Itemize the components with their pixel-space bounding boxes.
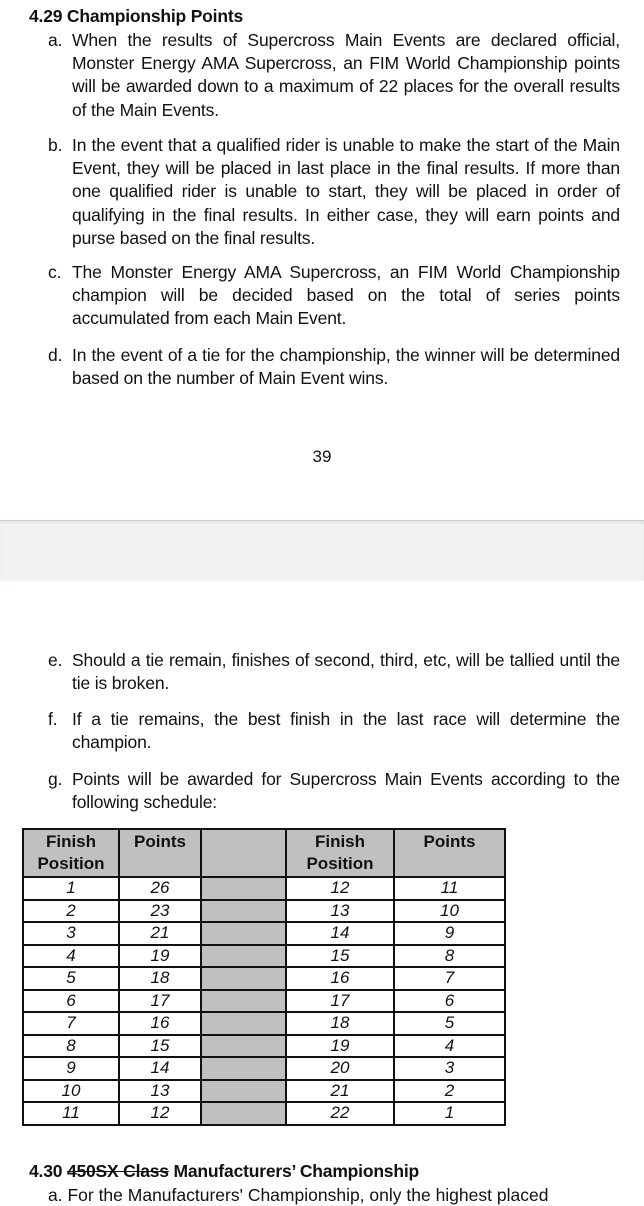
points-cell: 9	[394, 922, 505, 945]
finish-position-cell: 17	[286, 990, 394, 1013]
finish-position-cell: 10	[23, 1080, 119, 1103]
list-item-f	[48, 708, 620, 754]
spacer-cell	[201, 990, 286, 1013]
list-item-e	[48, 649, 620, 695]
spacer-cell	[201, 1057, 286, 1080]
points-cell: 6	[394, 990, 505, 1013]
table-row	[23, 1035, 505, 1058]
table-row	[23, 1102, 505, 1125]
spacer-cell	[201, 1012, 286, 1035]
finish-position-cell: 4	[23, 945, 119, 968]
cut-off-text-line: a. For the Manufacturers' Championship, only the highest placed	[48, 1185, 549, 1205]
points-schedule-table	[22, 828, 506, 1126]
points-cell: 4	[394, 1035, 505, 1058]
page-number: 39	[312, 447, 332, 466]
item-label: e.	[48, 650, 63, 670]
item-text: In the event of a tie for the championship, the winner will be determined based on the number of Main Event wins.	[72, 345, 620, 389]
item-label: g.	[48, 769, 63, 789]
finish-position-cell: 6	[23, 990, 119, 1013]
item-label: b.	[48, 135, 63, 155]
item-text: Should a tie remain, finishes of second, third, etc, will be tallied until the tie is broken.	[72, 650, 620, 694]
table-row	[23, 945, 505, 968]
header-points: Points	[119, 829, 201, 877]
points-cell: 19	[119, 945, 201, 968]
header-finish-position: Finish Position	[286, 829, 394, 877]
header-finish-position: Finish Position	[23, 829, 119, 877]
document-page-39	[0, 0, 644, 520]
finish-position-cell: 5	[23, 967, 119, 990]
points-cell: 7	[394, 967, 505, 990]
finish-position-cell: 9	[23, 1057, 119, 1080]
points-cell: 17	[119, 990, 201, 1013]
spacer-cell	[201, 967, 286, 990]
list-item-a	[48, 29, 620, 122]
spacer-cell	[201, 1035, 286, 1058]
section-heading-4-29: 4.29 Championship Points	[29, 6, 243, 26]
points-cell: 8	[394, 945, 505, 968]
spacer-cell	[201, 877, 286, 900]
spacer-cell	[201, 945, 286, 968]
finish-position-cell: 21	[286, 1080, 394, 1103]
list-item-g	[48, 768, 620, 814]
item-text: In the event that a qualified rider is unable to make the start of the Main Event, they will be placed in last place in the final results. If more than one qualified rider is unable to start, they will be placed in order of qualifying in the final results. In either case, they will earn points and purse based on the final results.	[72, 135, 620, 248]
finish-position-cell: 2	[23, 900, 119, 923]
points-cell: 5	[394, 1012, 505, 1035]
points-cell: 23	[119, 900, 201, 923]
table-header-row	[23, 829, 505, 877]
item-text: When the results of Supercross Main Events are declared official, Monster Energy AMA Supercross, an FIM World Championship points will be awarded down to a maximum of 22 places for the overall results of the Main Events.	[72, 30, 620, 120]
table-row	[23, 967, 505, 990]
page-separator	[0, 520, 644, 582]
item-label: f.	[48, 709, 58, 729]
finish-position-cell: 1	[23, 877, 119, 900]
points-cell: 18	[119, 967, 201, 990]
points-cell: 12	[119, 1102, 201, 1125]
finish-position-cell: 13	[286, 900, 394, 923]
points-cell: 11	[394, 877, 505, 900]
finish-position-cell: 18	[286, 1012, 394, 1035]
spacer-cell	[201, 900, 286, 923]
document-page-40	[0, 581, 644, 1205]
finish-position-cell: 3	[23, 922, 119, 945]
points-cell: 14	[119, 1057, 201, 1080]
points-cell: 1	[394, 1102, 505, 1125]
points-cell: 13	[119, 1080, 201, 1103]
finish-position-cell: 11	[23, 1102, 119, 1125]
points-cell: 10	[394, 900, 505, 923]
finish-position-cell: 16	[286, 967, 394, 990]
points-cell: 15	[119, 1035, 201, 1058]
spacer-column	[201, 829, 286, 877]
table-row	[23, 990, 505, 1013]
spacer-cell	[201, 1080, 286, 1103]
spacer-cell	[201, 1102, 286, 1125]
table-row	[23, 1012, 505, 1035]
finish-position-cell: 22	[286, 1102, 394, 1125]
struck-text: 450SX Class	[66, 1161, 169, 1181]
list-item-d	[48, 344, 620, 390]
table-row	[23, 877, 505, 900]
points-cell: 21	[119, 922, 201, 945]
list-item-b	[48, 134, 620, 250]
item-text: If a tie remains, the best finish in the last race will determine the champion.	[72, 709, 620, 753]
list-item-c	[48, 261, 620, 331]
points-cell: 26	[119, 877, 201, 900]
section-number: 4.30	[29, 1161, 63, 1181]
item-label: a.	[48, 30, 63, 50]
finish-position-cell: 20	[286, 1057, 394, 1080]
item-label: c.	[48, 262, 62, 282]
item-text: Points will be awarded for Supercross Main Events according to the following schedule:	[72, 769, 620, 813]
finish-position-cell: 15	[286, 945, 394, 968]
finish-position-cell: 7	[23, 1012, 119, 1035]
section-heading-4-30	[29, 1161, 419, 1182]
points-cell: 3	[394, 1057, 505, 1080]
finish-position-cell: 14	[286, 922, 394, 945]
finish-position-cell: 12	[286, 877, 394, 900]
item-text: The Monster Energy AMA Supercross, an FIM World Championship champion will be decided based on the total of series points accumulated from each Main Event.	[72, 262, 620, 329]
section-title: Manufacturers’ Championship	[173, 1161, 419, 1181]
item-label: d.	[48, 345, 63, 365]
table-row	[23, 900, 505, 923]
finish-position-cell: 8	[23, 1035, 119, 1058]
header-points: Points	[394, 829, 505, 877]
points-cell: 2	[394, 1080, 505, 1103]
table-row	[23, 1057, 505, 1080]
points-cell: 16	[119, 1012, 201, 1035]
table-row	[23, 1080, 505, 1103]
spacer-cell	[201, 922, 286, 945]
finish-position-cell: 19	[286, 1035, 394, 1058]
table-row	[23, 922, 505, 945]
